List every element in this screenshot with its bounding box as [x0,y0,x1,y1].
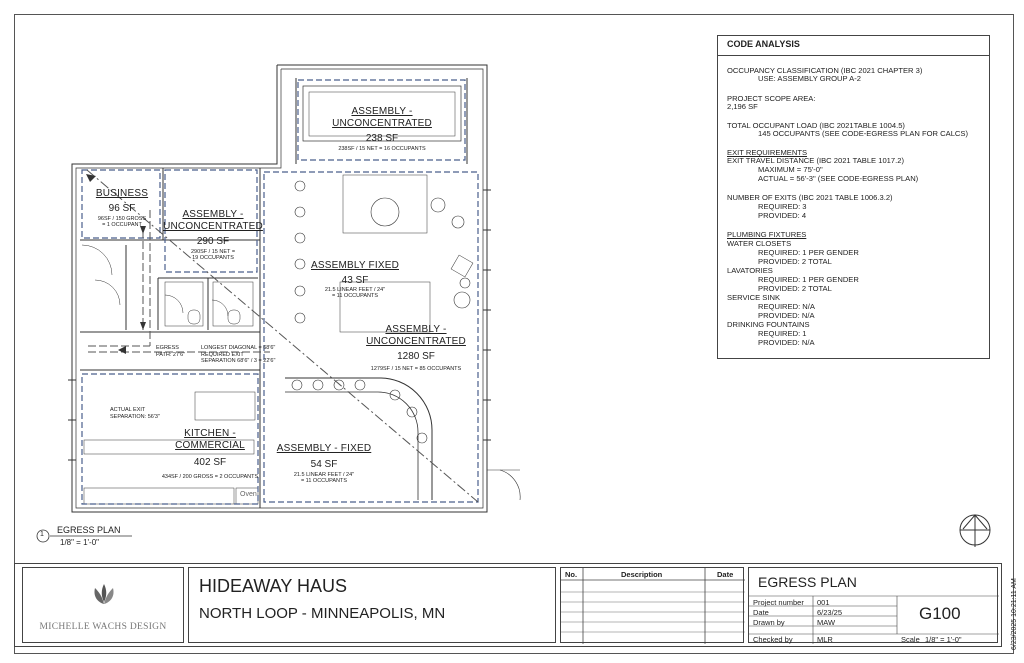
room-calc: 21.5 LINEAR FEET / 24" = 11 OCCUPANTS [324,287,386,299]
meta-label-date: Date [753,608,769,617]
room-calc: 1279SF / 15 NET = 85 OCCUPANTS [370,366,462,372]
sink-required: REQUIRED: N/A [758,302,815,311]
wc-heading: WATER CLOSETS [727,239,792,248]
fountain-required: REQUIRED: 1 [758,329,807,338]
project-name: HIDEAWAY HAUS [199,576,348,596]
egress-path-note: EGRESS PATH: 27'6" [156,345,186,358]
meta-value-project-number: 001 [817,598,830,607]
exits-required: REQUIRED: 3 [758,202,807,211]
rev-description-header: Description [621,570,663,579]
meta-value-date: 6/23/25 [817,608,843,617]
project-cell [188,567,556,643]
meta-label-project-number: Project number [753,598,804,607]
sheet-info-cell [748,567,998,643]
travel-max: MAXIMUM = 75'-0" [758,165,823,174]
meta-label-checked-by: Checked by [753,635,793,644]
revision-table [560,567,744,643]
room-business [86,188,158,228]
room-area: 290 SF [196,236,230,247]
sheet-number: G100 [919,604,961,623]
exits-provided: PROVIDED: 4 [758,211,807,220]
room-assembly-fixed-54 [266,443,382,484]
travel-actual: ACTUAL = 56'-3" (SEE CODE-EGRESS PLAN) [758,174,919,183]
exit-requirements-heading: EXIT REQUIREMENTS [727,148,808,157]
room-calc: 96SF / 150 GROSS = 1 OCCUPANT [97,216,147,228]
room-area: 96 SF [108,203,136,214]
revision-grid [561,568,745,644]
code-analysis-panel [717,35,990,359]
room-name: BUSINESS [95,188,149,199]
lav-provided: PROVIDED: 2 TOTAL [758,284,832,293]
room-name: ASSEMBLY - UNCONCENTRATED [332,106,432,129]
wc-provided: PROVIDED: 2 TOTAL [758,257,832,266]
sink-heading: SERVICE SINK [727,293,781,302]
title-block [14,563,1014,647]
scope-value: 2,196 SF [727,102,758,111]
load-value: 145 OCCUPANTS (SEE CODE-EGRESS PLAN FOR CALCS) [758,129,968,138]
meta-label-drawn-by: Drawn by [753,618,785,627]
lav-heading: LAVATORIES [727,266,773,275]
north-arrow [960,515,990,547]
plot-timestamp: 6/23/2025 10:21:11 AM [1011,578,1018,650]
room-name: ASSEMBLY - UNCONCENTRATED [366,324,466,347]
room-name: ASSEMBLY FIXED [310,260,399,271]
room-name: ASSEMBLY - FIXED [276,443,372,454]
room-assembly-1280 [356,324,476,372]
rev-no-header: No. [565,570,578,579]
occupancy-heading: OCCUPANCY CLASSIFICATION (IBC 2021 CHAPTER 3) [727,66,923,75]
fountain-provided: PROVIDED: N/A [758,338,815,347]
travel-heading: EXIT TRAVEL DISTANCE (IBC 2021 TABLE 1017.2) [727,156,904,165]
room-assembly-fixed-43 [300,260,410,299]
flower-logo-icon [89,582,119,608]
wc-required: REQUIRED: 1 PER GENDER [758,248,859,257]
room-calc: 21.5 LINEAR FEET / 24" = 11 OCCUPANTS [293,472,355,484]
lav-required: REQUIRED: 1 PER GENDER [758,275,859,284]
meta-value-drawn-by: MAW [817,618,836,627]
room-area: 402 SF [193,457,227,468]
view-title: EGRESS PLAN [57,525,121,535]
occupancy-use: USE: ASSEMBLY GROUP A-2 [758,74,861,83]
room-area: 43 SF [341,275,369,286]
sheet-title: EGRESS PLAN [758,574,857,590]
room-kitchen [150,428,270,480]
rev-date-header: Date [717,570,734,579]
room-name: KITCHEN - COMMERCIAL [175,428,245,451]
firm-logo-cell [22,567,184,643]
view-scale: 1/8" = 1'-0" [60,538,100,547]
scale-value: 1/8" = 1'-0" [925,635,962,644]
code-analysis-title: CODE ANALYSIS [718,36,989,56]
room-assembly-238 [310,106,454,152]
room-calc: 238SF / 15 NET = 16 OCCUPANTS [338,146,426,152]
sink-provided: PROVIDED: N/A [758,311,815,320]
scope-heading: PROJECT SCOPE AREA: [727,94,816,103]
view-number: 1 [40,531,44,538]
room-name: ASSEMBLY - UNCONCENTRATED [163,209,263,232]
longest-diagonal-note: LONGEST DIAGONAL = 68'6" REQUIRED EXIT SEPARATION 68'6" / 3 = 22'6" [201,345,276,364]
room-calc: 434SF / 200 GROSS = 2 OCCUPANTS [161,474,259,480]
actual-exit-note: ACTUAL EXIT SEPARATION: 56'3" [110,407,160,420]
oven-label: Oven [240,491,257,498]
exits-heading: NUMBER OF EXITS (IBC 2021 TABLE 1006.3.2) [727,193,893,202]
meta-value-checked-by: MLR [817,635,833,644]
firm-name: MICHELLE WACHS DESIGN [39,622,167,632]
room-calc: 290SF / 15 NET = 19 OCCUPANTS [190,249,236,261]
scale-label: Scale [901,635,920,644]
room-area: 54 SF [310,459,338,470]
room-area: 1280 SF [397,351,435,362]
room-area: 238 SF [365,133,399,144]
plumbing-heading: PLUMBING FIXTURES [727,230,807,239]
project-location: NORTH LOOP - MINNEAPOLIS, MN [199,605,446,622]
room-assembly-290 [160,209,266,261]
fountain-heading: DRINKING FOUNTAINS [727,320,810,329]
load-heading: TOTAL OCCUPANT LOAD (IBC 2021TABLE 1004.5) [727,121,905,130]
